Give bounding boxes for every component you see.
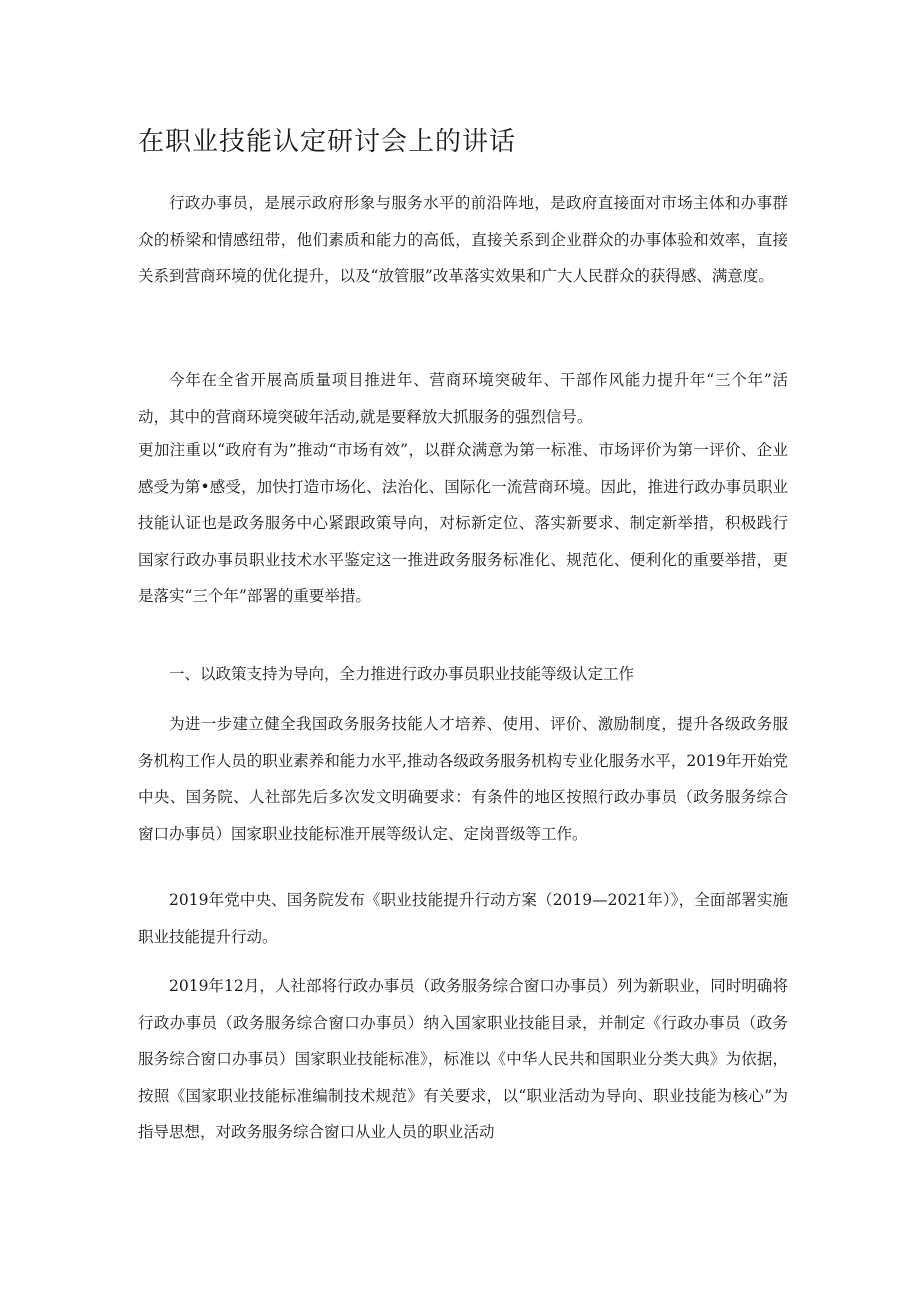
paragraph-business-environment: 更加注重以“政府有为”推动“市场有效”，以群众满意为第一标准、市场评价为第一评价、企业感受为第•感受，加快打造市场化、法治化、国际化一流营商环境。因此，推进行政办事员职业技能认证也是政务服务中心紧跟政策导向，对标新定位、落实新要求、制定新举措，积极践行国家行政办事员职业技术水平鉴定这一推进政务服务标准化、规范化、便利化的重要举措，更是落实“三个年”部署的重要举措。 [138,441,788,605]
paragraph-new-occupation: 2019年12月，人社部将行政办事员（政务服务综合窗口办事员）列为新职业，同时明确将行政办事员（政务服务综合窗口办事员）纳入国家职业技能目录，并制定《行政办事员（政务服务综合窗口办事员）国家职业技能标准》，标准以《中华人民共和国职业分类大典》为依据，按照《国家职业技能标准编制技术规范》有关要求，以“职业活动为导向、职业技能为核心”为指导思想，对政务服务综合窗口从业人员的职业活动 [138,977,788,1141]
paragraph-intro: 行政办事员，是展示政府形象与服务水平的前沿阵地，是政府直接面对市场主体和办事群众的桥梁和情感纽带，他们素质和能力的高低，直接关系到企业群众的办事体验和效率，直接关系到营商环境的优化提升，以及“放管服”改革落实效果和广大人民群众的获得感、满意度。 [138,194,788,285]
section-heading-1: 一、以政策支持为导向，全力推进行政办事员职业技能等级认定工作 [169,665,635,683]
paragraph-action-plan: 2019年党中央、国务院发布《职业技能提升行动方案（2019—2021年）》，全面部署实施职业技能提升行动。 [138,891,788,946]
paragraph-policy: 为进一步建立健全我国政务服务技能人才培养、使用、评价、激励制度，提升各级政务服务机构工作人员的职业素养和能力水平,推动各级政务服务机构专业化服务水平，2019年开始党中央、国务院、人社部先后多次发文明确要求：有条件的地区按照行政办事员（政务服务综合窗口办事员）国家职业技能标准开展等级认定、定岗晋级等工作。 [138,715,788,843]
paragraph-three-years: 今年在全省开展高质量项目推进年、营商环境突破年、干部作风能力提升年“三个年”活动，其中的营商环境突破年活动,就是要释放大抓服务的强烈信号。 [138,371,788,426]
document-title: 在职业技能认定研讨会上的讲话 [138,127,517,157]
